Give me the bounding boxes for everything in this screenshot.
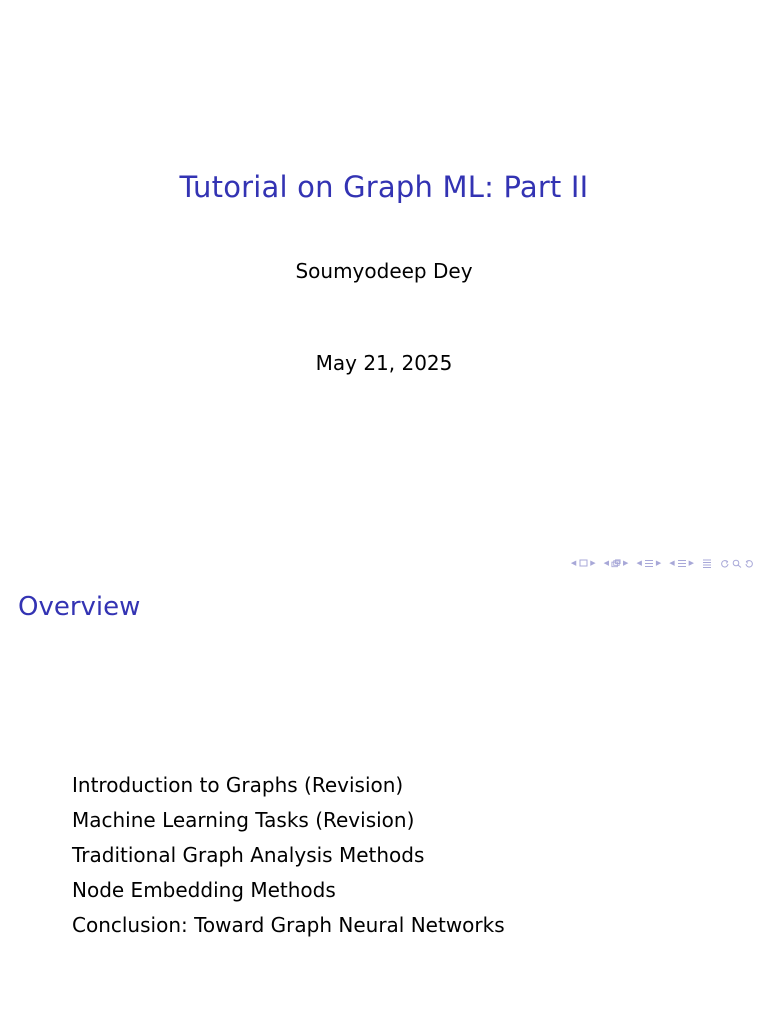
subsection-nav-group xyxy=(604,558,629,568)
doc-forward-icon[interactable]: ▶ xyxy=(688,558,694,567)
doc-nav-group xyxy=(669,558,694,568)
search-icon[interactable] xyxy=(732,558,742,568)
frame-title: Overview xyxy=(18,592,141,622)
subsection-back-icon[interactable]: ◀ xyxy=(603,558,610,567)
toc-item[interactable]: Machine Learning Tasks (Revision) xyxy=(72,808,415,832)
toc-icon[interactable] xyxy=(702,558,712,568)
redo-icon[interactable] xyxy=(744,558,754,568)
section-back-icon[interactable]: ◀ xyxy=(636,558,642,567)
frame-back-icon[interactable]: ◀ xyxy=(570,558,577,567)
frame-stack-icon[interactable] xyxy=(611,558,621,568)
toc-nav-group xyxy=(702,558,712,568)
doc-back-icon[interactable]: ◀ xyxy=(669,558,675,567)
toc-item[interactable]: Node Embedding Methods xyxy=(72,878,336,902)
section-nav-group xyxy=(636,558,661,568)
presentation-title: Tutorial on Graph ML: Part II xyxy=(179,170,589,204)
section-forward-icon[interactable]: ▶ xyxy=(655,558,662,567)
slide-icon[interactable] xyxy=(578,558,588,568)
author-name: Soumyodeep Dey xyxy=(295,259,473,283)
presentation-date: May 21, 2025 xyxy=(315,351,453,375)
overview-slide xyxy=(0,576,768,1024)
section-icon[interactable] xyxy=(644,558,654,568)
beamer-navigation-bar xyxy=(571,556,760,570)
table-of-contents xyxy=(72,768,505,943)
toc-item[interactable]: Introduction to Graphs (Revision) xyxy=(72,773,404,797)
toc-item[interactable]: Conclusion: Toward Graph Neural Networks xyxy=(72,913,505,937)
toc-item[interactable]: Traditional Graph Analysis Methods xyxy=(72,843,425,867)
frame-nav-group xyxy=(571,558,596,568)
doc-icon[interactable] xyxy=(677,558,687,568)
frame-forward-icon[interactable]: ▶ xyxy=(590,558,596,567)
subsection-forward-icon[interactable]: ▶ xyxy=(623,558,629,567)
search-nav-group xyxy=(720,558,754,568)
undo-icon[interactable] xyxy=(720,558,730,568)
